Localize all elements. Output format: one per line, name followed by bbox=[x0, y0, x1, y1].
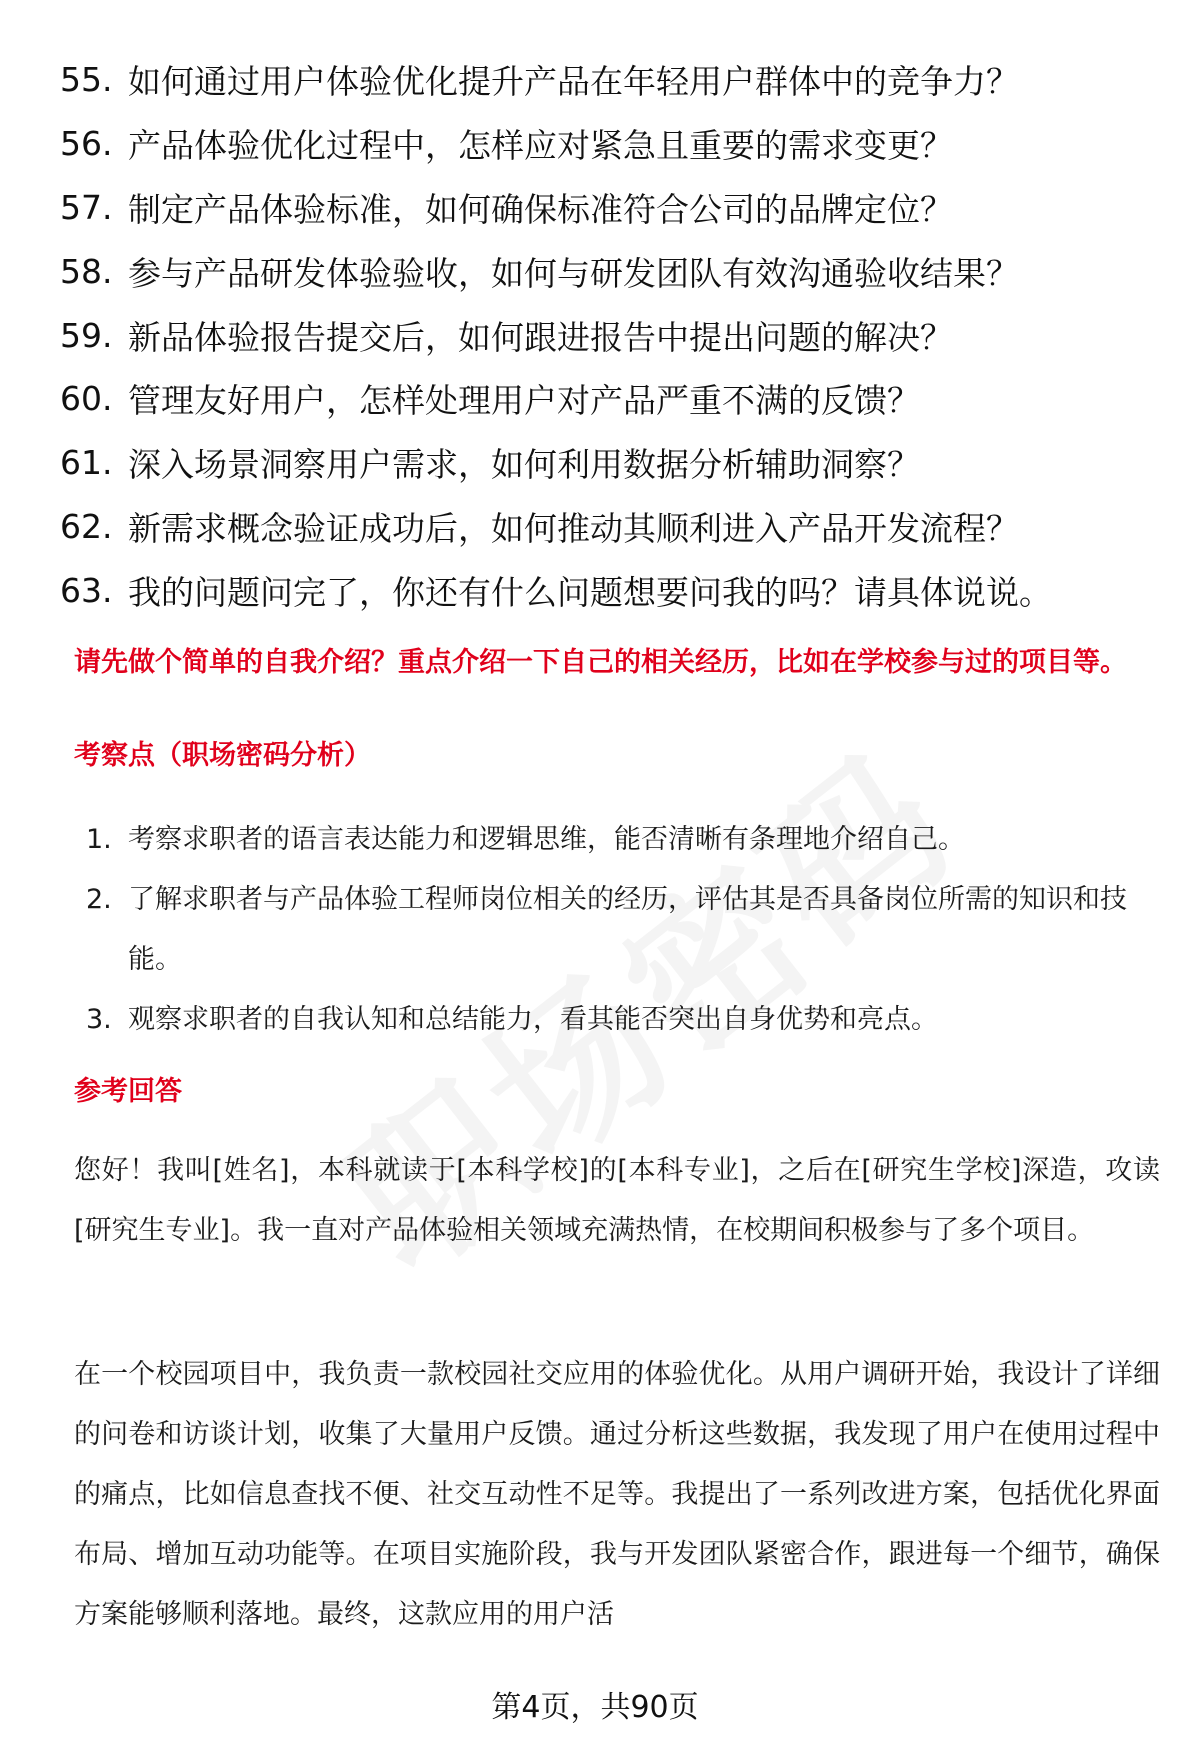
question-title: 请先做个简单的自我介绍？重点介绍一下自己的相关经历，比如在学校参与过的项目等。 bbox=[74, 647, 1127, 678]
question-number: 62. bbox=[60, 506, 113, 546]
question-text: 管理友好用户，怎样处理用户对产品严重不满的反馈？ bbox=[128, 381, 920, 421]
question-item bbox=[60, 48, 1140, 112]
question-text: 我的问题问完了，你还有什么问题想要问我的吗？请具体说说。 bbox=[128, 572, 1052, 612]
point-number: 2. bbox=[86, 884, 112, 915]
question-number: 56. bbox=[60, 124, 113, 164]
point-text: 了解求职者与产品体验工程师岗位相关的经历，评估其是否具备岗位所需的知识和技能。 bbox=[128, 884, 1127, 975]
point-number: 1. bbox=[86, 824, 112, 855]
question-text: 产品体验优化过程中，怎样应对紧急且重要的需求变更？ bbox=[128, 126, 953, 166]
question-number: 57. bbox=[60, 187, 113, 227]
question-number: 61. bbox=[60, 443, 113, 483]
point-text: 考察求职者的语言表达能力和逻辑思维，能否清晰有条理地介绍自己。 bbox=[128, 824, 965, 855]
question-list bbox=[60, 48, 1140, 622]
question-text: 制定产品体验标准，如何确保标准符合公司的品牌定位？ bbox=[128, 189, 953, 229]
assessment-points bbox=[86, 810, 1166, 1050]
question-number: 55. bbox=[60, 60, 113, 100]
question-item bbox=[60, 367, 1140, 431]
question-item bbox=[60, 239, 1140, 303]
question-item bbox=[60, 112, 1140, 176]
point-number: 3. bbox=[86, 1004, 112, 1035]
reference-label: 参考回答 bbox=[74, 1076, 182, 1107]
reference-paragraph: 您好！我叫[姓名]，本科就读于[本科学校]的[本科专业]，之后在[研究生学校]深造，攻读[研究生专业]。我一直对产品体验相关领域充满热情，在校期间积极参与了多个项目。 bbox=[74, 1155, 1160, 1246]
page-number: 第4页，共90页 bbox=[491, 1690, 699, 1725]
assessment-point bbox=[86, 810, 1166, 870]
question-text: 如何通过用户体验优化提升产品在年轻用户群体中的竞争力？ bbox=[128, 62, 1019, 102]
assessment-point bbox=[86, 990, 1166, 1050]
question-item bbox=[60, 495, 1140, 559]
question-number: 58. bbox=[60, 251, 113, 291]
question-item bbox=[60, 558, 1140, 622]
question-text: 深入场景洞察用户需求，如何利用数据分析辅助洞察？ bbox=[128, 445, 920, 485]
question-item bbox=[60, 303, 1140, 367]
question-text: 新需求概念验证成功后，如何推动其顺利进入产品开发流程？ bbox=[128, 508, 1019, 548]
question-item bbox=[60, 431, 1140, 495]
reference-paragraph: 在一个校园项目中，我负责一款校园社交应用的体验优化。从用户调研开始，我设计了详细的问卷和访谈计划，收集了大量用户反馈。通过分析这些数据，我发现了用户在使用过程中的痛点，比如信息查找不便、社交互动性不足等。我提出了一系列改进方案，包括优化界面布局、增加互动功能等。在项目实施阶段，我与开发团队紧密合作，跟进每一个细节，确保方案能够顺利落地。最终，这款应用的用户活 bbox=[74, 1359, 1160, 1630]
assessment-label: 考察点（职场密码分析） bbox=[74, 740, 371, 771]
question-number: 63. bbox=[60, 570, 113, 610]
question-text: 参与产品研发体验验收，如何与研发团队有效沟通验收结果？ bbox=[128, 253, 1019, 293]
question-item bbox=[60, 176, 1140, 240]
question-number: 59. bbox=[60, 315, 113, 355]
question-text: 新品体验报告提交后，如何跟进报告中提出问题的解决？ bbox=[128, 317, 953, 357]
assessment-point bbox=[86, 870, 1166, 990]
question-number: 60. bbox=[60, 379, 113, 419]
point-text: 观察求职者的自我认知和总结能力，看其能否突出自身优势和亮点。 bbox=[128, 1004, 938, 1035]
